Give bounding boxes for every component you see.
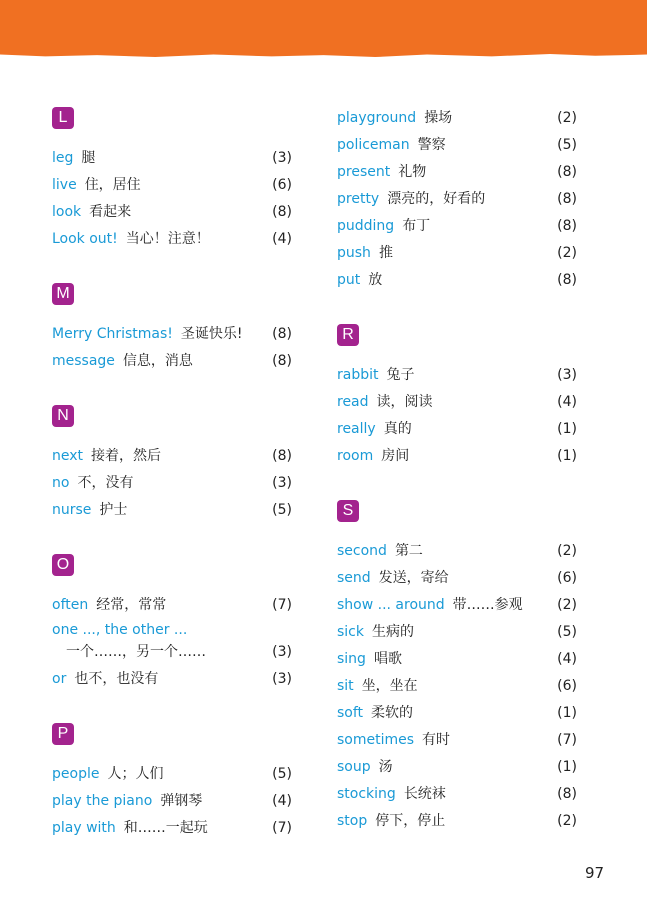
section-letter-badge: R — [337, 324, 359, 346]
chinese-meaning: 有时 — [422, 732, 451, 748]
section-letter-badge: N — [52, 405, 74, 427]
glossary-section — [52, 283, 292, 375]
glossary-entry — [337, 362, 577, 389]
unit-number: (6) — [557, 570, 577, 586]
glossary-entry — [337, 781, 577, 808]
section-letter-badge: S — [337, 500, 359, 522]
glossary-column-left — [52, 107, 292, 872]
header-banner — [0, 0, 647, 62]
unit-number: (5) — [557, 137, 577, 153]
unit-number: (1) — [557, 759, 577, 775]
english-term: leg — [52, 150, 74, 166]
glossary-entry — [52, 788, 292, 815]
english-term: send — [337, 570, 371, 586]
chinese-meaning: 房间 — [381, 448, 410, 464]
glossary-entry — [52, 145, 292, 172]
glossary-entry — [337, 673, 577, 700]
unit-number: (7) — [557, 732, 577, 748]
english-term: read — [337, 394, 369, 410]
unit-number: (5) — [557, 624, 577, 640]
unit-number: (8) — [272, 204, 292, 220]
unit-number: (3) — [272, 150, 292, 166]
glossary-column-right — [337, 105, 577, 865]
english-term: room — [337, 448, 374, 464]
glossary-entry — [337, 538, 577, 565]
chinese-meaning: 长统袜 — [403, 786, 446, 802]
glossary-section — [52, 107, 292, 253]
unit-number: (7) — [272, 820, 292, 836]
entry-line — [52, 619, 292, 639]
chinese-meaning: 经常，常常 — [96, 597, 167, 613]
glossary-entry — [337, 416, 577, 443]
english-term: pretty — [337, 191, 380, 207]
glossary-section — [52, 723, 292, 842]
section-letter-badge: M — [52, 283, 74, 305]
glossary-entry — [52, 172, 292, 199]
english-term: stop — [337, 813, 368, 829]
english-term: sit — [337, 678, 354, 694]
glossary-entry — [52, 321, 292, 348]
chinese-meaning: 第二 — [394, 543, 423, 559]
english-term: nurse — [52, 502, 92, 518]
english-term: sometimes — [337, 732, 415, 748]
glossary-section — [52, 405, 292, 524]
english-term: push — [337, 245, 371, 261]
chinese-meaning: 不，没有 — [77, 475, 134, 491]
english-term: stocking — [337, 786, 396, 802]
english-term: or — [52, 671, 67, 687]
chinese-meaning: 读，阅读 — [376, 394, 433, 410]
page-number: 97 — [585, 864, 605, 882]
glossary-entry — [337, 105, 577, 132]
glossary-entry — [52, 619, 292, 666]
glossary-entry — [337, 443, 577, 470]
chinese-meaning: 腿 — [81, 150, 96, 166]
unit-number: (1) — [557, 448, 577, 464]
chinese-meaning: 护士 — [99, 502, 128, 518]
english-term: play the piano — [52, 793, 153, 809]
unit-number: (3) — [272, 671, 292, 687]
glossary-entry — [337, 592, 577, 619]
glossary-entry — [337, 213, 577, 240]
glossary-section — [337, 500, 577, 835]
chinese-meaning: 停下，停止 — [375, 813, 446, 829]
chinese-meaning: 推 — [378, 245, 393, 261]
english-term: policeman — [337, 137, 410, 153]
english-term: no — [52, 475, 70, 491]
glossary-entry — [52, 815, 292, 842]
unit-number: (8) — [557, 164, 577, 180]
chinese-meaning: 圣诞快乐! — [180, 326, 243, 342]
glossary-entry — [337, 186, 577, 213]
entry-line — [52, 639, 292, 666]
english-term: soft — [337, 705, 364, 721]
english-term: message — [52, 353, 115, 369]
glossary-entry — [337, 727, 577, 754]
chinese-meaning: 看起来 — [89, 204, 132, 220]
unit-number: (8) — [557, 272, 577, 288]
glossary-entry — [337, 565, 577, 592]
unit-number: (4) — [557, 651, 577, 667]
chinese-meaning: 弹钢琴 — [160, 793, 203, 809]
chinese-meaning: 人；人们 — [107, 766, 164, 782]
glossary-entry — [337, 389, 577, 416]
chinese-meaning: 住，居住 — [84, 177, 141, 193]
glossary-section — [52, 554, 292, 693]
chinese-meaning: 兔子 — [386, 367, 415, 383]
unit-number: (2) — [557, 597, 577, 613]
unit-number: (8) — [272, 448, 292, 464]
glossary-entry — [337, 132, 577, 159]
unit-number: (8) — [272, 326, 292, 342]
unit-number: (2) — [557, 245, 577, 261]
chinese-meaning: 布丁 — [402, 218, 431, 234]
english-term: look — [52, 204, 82, 220]
section-letter-badge: O — [52, 554, 74, 576]
glossary-entry — [52, 592, 292, 619]
glossary-entry — [337, 646, 577, 673]
glossary-entry — [52, 226, 292, 253]
chinese-meaning: 唱歌 — [373, 651, 402, 667]
glossary-entry — [337, 159, 577, 186]
glossary-entry — [52, 470, 292, 497]
english-term: second — [337, 543, 387, 559]
unit-number: (4) — [557, 394, 577, 410]
chinese-meaning: 坐，坐在 — [361, 678, 418, 694]
english-term: Look out! — [52, 231, 118, 247]
chinese-meaning: 接着，然后 — [91, 448, 162, 464]
chinese-meaning: 带……参观 — [452, 597, 523, 613]
chinese-meaning: 放 — [368, 272, 383, 288]
english-term: sing — [337, 651, 366, 667]
english-term: sick — [337, 624, 364, 640]
unit-number: (3) — [557, 367, 577, 383]
english-term: present — [337, 164, 391, 180]
chinese-meaning: 警察 — [417, 137, 446, 153]
unit-number: (6) — [557, 678, 577, 694]
unit-number: (7) — [272, 597, 292, 613]
glossary-section — [337, 324, 577, 470]
chinese-meaning: 当心！注意！ — [125, 231, 210, 247]
english-term: Merry Christmas! — [52, 326, 173, 342]
english-term: next — [52, 448, 84, 464]
chinese-meaning: 也不，也没有 — [74, 671, 159, 687]
english-term: live — [52, 177, 77, 193]
glossary-entry — [52, 348, 292, 375]
english-term: put — [337, 272, 361, 288]
chinese-meaning: 漂亮的，好看的 — [387, 191, 486, 207]
glossary-entry — [52, 497, 292, 524]
unit-number: (2) — [557, 813, 577, 829]
unit-number: (1) — [557, 421, 577, 437]
chinese-meaning: 汤 — [378, 759, 393, 775]
glossary-entry — [337, 619, 577, 646]
english-term: people — [52, 766, 100, 782]
unit-number: (1) — [557, 705, 577, 721]
chinese-meaning: 操场 — [424, 110, 453, 126]
english-term: often — [52, 597, 89, 613]
glossary-entry — [52, 761, 292, 788]
chinese-meaning: 生病的 — [372, 624, 414, 640]
chinese-meaning: 信息，消息 — [122, 353, 193, 369]
glossary-entry — [52, 443, 292, 470]
english-term: playground — [337, 110, 417, 126]
chinese-meaning: 一个……，另一个…… — [66, 644, 206, 660]
glossary-entry — [337, 240, 577, 267]
unit-number: (5) — [272, 502, 292, 518]
unit-number: (6) — [272, 177, 292, 193]
chinese-meaning: 真的 — [383, 421, 412, 437]
section-letter-badge: P — [52, 723, 74, 745]
unit-number: (8) — [272, 353, 292, 369]
chinese-meaning: 礼物 — [398, 164, 427, 180]
english-term: pudding — [337, 218, 395, 234]
unit-number: (5) — [272, 766, 292, 782]
chinese-meaning: 和……一起玩 — [123, 820, 208, 836]
unit-number: (2) — [557, 110, 577, 126]
glossary-entry — [337, 700, 577, 727]
glossary-section — [337, 105, 577, 294]
unit-number: (3) — [272, 475, 292, 491]
unit-number: (4) — [272, 793, 292, 809]
english-term: play with — [52, 820, 116, 836]
unit-number: (3) — [272, 644, 292, 660]
english-term: rabbit — [337, 367, 379, 383]
unit-number: (8) — [557, 191, 577, 207]
glossary-entry — [52, 666, 292, 693]
unit-number: (8) — [557, 218, 577, 234]
glossary-entry — [337, 754, 577, 781]
section-letter-badge: L — [52, 107, 74, 129]
english-term: really — [337, 421, 376, 437]
unit-number: (4) — [272, 231, 292, 247]
unit-number: (2) — [557, 543, 577, 559]
unit-number: (8) — [557, 786, 577, 802]
chinese-meaning: 发送，寄给 — [378, 570, 449, 586]
glossary-entry — [52, 199, 292, 226]
chinese-meaning: 柔软的 — [371, 705, 414, 721]
glossary-entry — [337, 808, 577, 835]
english-term: soup — [337, 759, 371, 775]
glossary-entry — [337, 267, 577, 294]
english-term: one ..., the other ... — [52, 622, 188, 638]
english-term: show ... around — [337, 597, 445, 613]
